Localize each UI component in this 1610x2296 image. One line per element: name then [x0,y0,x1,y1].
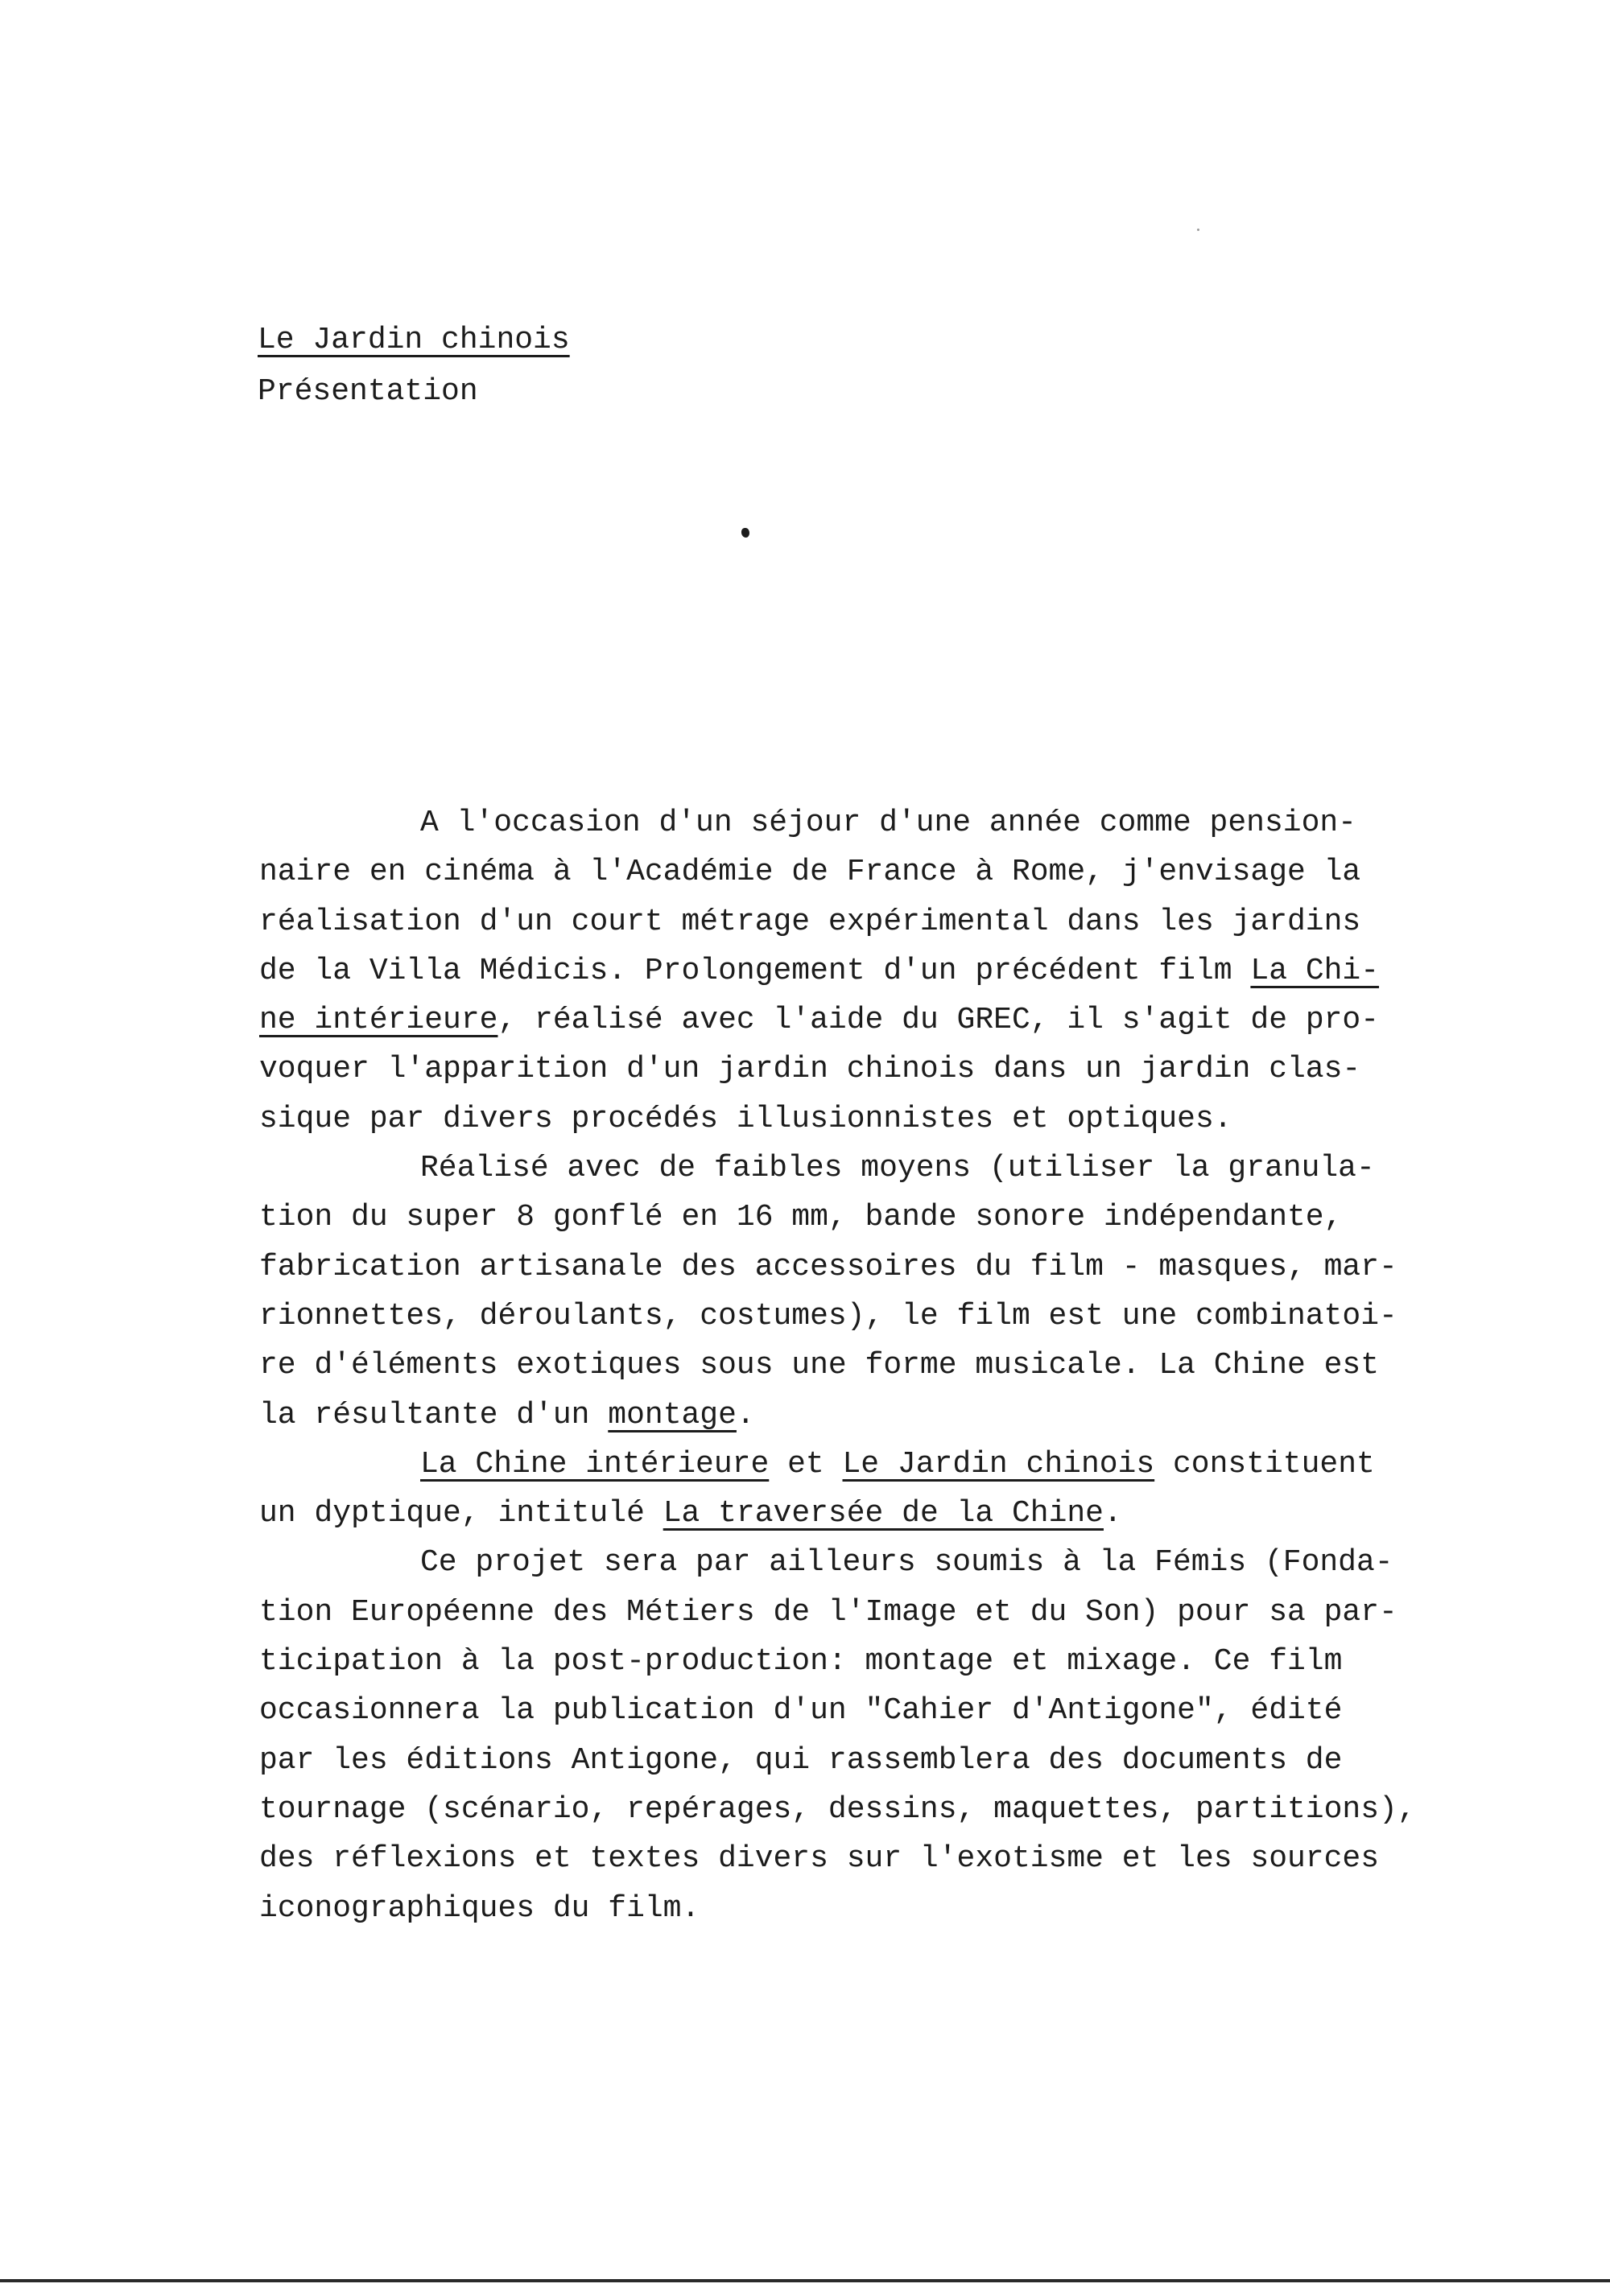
text-segment: par les éditions Antigone, qui rassemblera des documents de [259,1742,1343,1778]
text-segment: iconographiques du film. [259,1890,700,1926]
underlined-title: Le Jardin chinois [842,1446,1155,1482]
underlined-title: montage [608,1397,737,1432]
text-segment: naire en cinéma à l'Académie de France à Rome, j'envisage la [259,855,1361,890]
text-segment: Ce projet sera par ailleurs soumis à la Fémis (Fonda- [420,1545,1393,1581]
text-line [259,798,1402,847]
text-line [259,995,1402,1045]
text-line [259,1391,1402,1440]
text-segment: et [769,1446,843,1482]
text-line [259,1588,1402,1637]
text-segment: re d'éléments exotiques sous une forme musicale. La Chine est [259,1348,1380,1383]
text-line [259,1243,1402,1292]
body-text [259,798,1416,1933]
text-line [259,1489,1402,1538]
underlined-title: ne intérieure [259,1003,498,1038]
text-segment: constituent [1154,1446,1375,1482]
text-segment: , réalisé avec l'aide du GREC, il s'agit de pro- [497,1003,1380,1038]
underlined-title: La Chine intérieure [420,1446,770,1482]
text-line [259,946,1402,995]
text-line [259,1341,1402,1390]
text-segment: Réalisé avec de faibles moyens (utiliser la granula- [420,1151,1375,1186]
text-segment: rionnettes, déroulants, costumes), le film est une combinatoi- [259,1298,1397,1333]
text-line [259,1785,1416,1834]
text-line [259,847,1402,897]
document-title: Le Jardin chinois [258,323,570,357]
bottom-edge-rule [0,2279,1610,2282]
text-line [259,897,1402,946]
text-segment: occasionnera la publication d'un "Cahier d'Antigone", édité [259,1693,1343,1729]
text-segment: fabrication artisanale des accessoires du film - masques, mar- [259,1249,1397,1284]
text-segment: un dyptique, intitulé [259,1496,663,1531]
text-line [259,1834,1402,1883]
text-segment: de la Villa Médicis. Prolongement d'un précédent film [259,953,1251,988]
document-subtitle: Présentation [258,374,478,409]
text-segment: réalisation d'un court métrage expérimental dans les jardins [259,904,1361,939]
text-line [259,1045,1402,1094]
text-line [259,1144,1402,1193]
text-line [259,1637,1402,1686]
text-line [259,1538,1402,1587]
underlined-title: La Chi- [1250,953,1380,988]
text-segment: tion Européenne des Métiers de l'Image et du Son) pour sa par- [259,1594,1397,1630]
ink-mark [741,527,750,538]
text-segment: . [1103,1496,1122,1531]
text-line [259,1686,1402,1735]
text-segment: ticipation à la post-production: montage et mixage. Ce film [259,1644,1343,1680]
text-line [259,1193,1402,1242]
text-line [259,1094,1402,1144]
text-line [259,1736,1402,1785]
text-line [259,1884,1402,1933]
text-segment: sique par divers procédés illusionnistes et optiques. [259,1101,1232,1136]
text-line [259,1292,1402,1341]
text-segment: la résultante d'un [259,1397,609,1432]
text-segment: A l'occasion d'un séjour d'une année comme pension- [420,806,1356,840]
underlined-title: La traversée de la Chine [663,1496,1104,1531]
text-segment: tion du super 8 gonflé en 16 mm, bande sonore indépendante, [259,1200,1343,1235]
text-segment: . [736,1397,755,1432]
text-line [259,1440,1402,1489]
paper-speck [1197,229,1199,231]
text-segment: des réflexions et textes divers sur l'exotisme et les sources [259,1841,1380,1877]
text-segment: tournage (scénario, repérages, dessins, maquettes, partitions), [259,1791,1416,1827]
text-segment: voquer l'apparition d'un jardin chinois dans un jardin clas- [259,1052,1361,1087]
